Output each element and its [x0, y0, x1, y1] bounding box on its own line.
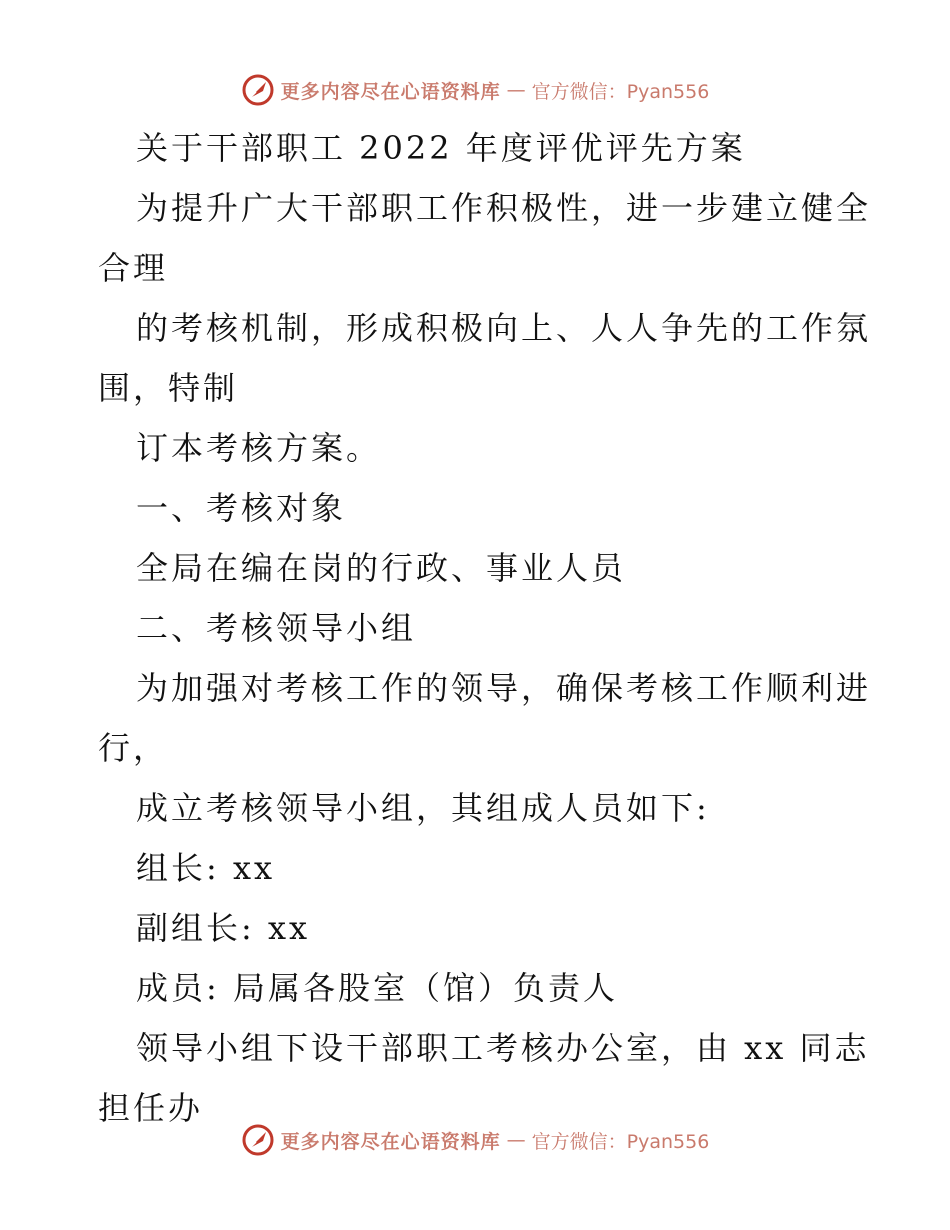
paragraph-line: 成立考核领导小组，其组成人员如下: [136, 789, 710, 827]
watermark-banner-top [0, 70, 950, 110]
watermark-wechat: 官方微信：Pyan556 [531, 80, 710, 103]
section-heading: 二、考核领导小组 [136, 609, 417, 647]
document-title: 关于干部职工 2022 年度评优评先方案 [136, 129, 746, 167]
quill-logo-icon [241, 1123, 275, 1157]
watermark-brand: 更多内容尽在心语资料库 [280, 80, 501, 103]
member-line: 成员: 局属各股室（馆）负责人 [136, 969, 618, 1007]
paragraph-line: 担任办 [98, 1089, 204, 1127]
paragraph-line: 行， [98, 729, 169, 767]
paragraph-line: 为加强对考核工作的领导，确保考核工作顺利进 [136, 669, 872, 707]
document-body [98, 118, 872, 1138]
paragraph-line: 全局在编在岗的行政、事业人员 [136, 549, 627, 587]
watermark-wechat: 官方微信：Pyan556 [531, 1130, 710, 1153]
paragraph-line: 为提升广大干部职工作积极性，进一步建立健全 [136, 189, 872, 227]
watermark-separator: — [506, 79, 526, 101]
paragraph-line: 围，特制 [98, 369, 239, 407]
paragraph-line: 的考核机制，形成积极向上、人人争先的工作氛 [136, 309, 872, 347]
section-heading: 一、考核对象 [136, 489, 347, 527]
member-line: 组长: xx [136, 849, 276, 887]
quill-logo-icon [241, 73, 275, 107]
paragraph-line: 领导小组下设干部职工考核办公室，由 xx 同志 [136, 1029, 870, 1067]
paragraph-line: 订本考核方案。 [136, 429, 382, 467]
member-line: 副组长: xx [136, 909, 311, 947]
watermark-brand: 更多内容尽在心语资料库 [280, 1130, 501, 1153]
watermark-banner-bottom [0, 1120, 950, 1160]
watermark-separator: — [506, 1129, 526, 1151]
paragraph-line: 合理 [98, 249, 169, 287]
